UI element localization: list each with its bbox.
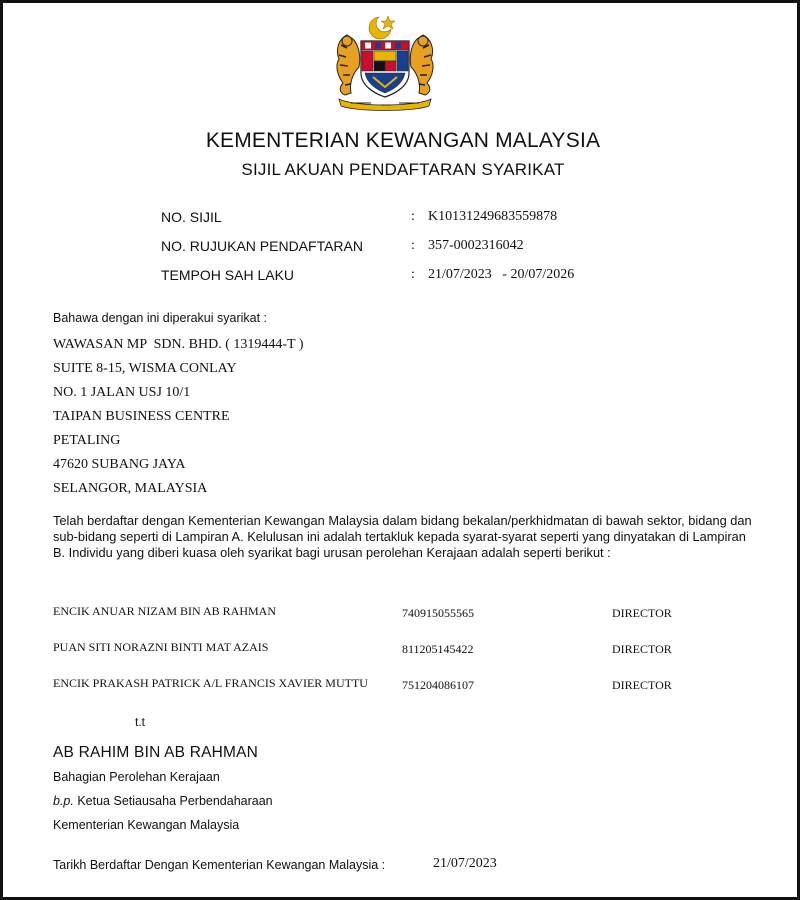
registration-date-label: Tarikh Berdaftar Dengan Kementerian Kewangan Malaysia : [53,858,386,872]
address-line: TAIPAN BUSINESS CENTRE [53,409,230,424]
info-colon: : [411,238,415,253]
info-value: K10131249683559878 [428,209,558,224]
info-colon: : [411,267,415,282]
address-line: SUITE 8-15, WISMA CONLAY [53,361,237,376]
person-role: DIRECTOR [612,678,672,692]
coat-of-arms-emblem [325,13,445,113]
info-label: NO. RUJUKAN PENDAFTARAN [161,238,363,254]
person-id-number: 811205145422 [402,642,474,656]
address-line: NO. 1 JALAN USJ 10/1 [53,385,191,400]
intro-text: Bahawa dengan ini diperakui syarikat : [53,311,268,325]
signer-division: Bahagian Perolehan Kerajaan [53,770,220,784]
info-value: 21/07/2023 - 20/07/2026 [428,267,575,282]
signer-title-line [53,794,273,808]
person-id-number: 751204086107 [402,678,474,692]
info-row-registration-ref [161,238,721,258]
signer-name: AB RAHIM BIN AB RAHMAN [53,744,259,761]
info-row-validity-period [161,267,721,287]
signer-ministry: Kementerian Kewangan Malaysia [53,818,240,832]
address-line: SELANGOR, MALAYSIA [53,481,208,496]
info-label: NO. SIJIL [161,209,222,225]
info-colon: : [411,209,415,224]
person-role: DIRECTOR [612,642,672,656]
bp-prefix: b.p. [53,794,74,808]
registration-date-value: 21/07/2023 [433,856,497,871]
person-name: ENCIK PRAKASH PATRICK A/L FRANCIS XAVIER MUTTU [53,676,368,690]
person-name: ENCIK ANUAR NIZAM BIN AB RAHMAN [53,604,277,618]
certificate-page [3,3,797,897]
address-line: 47620 SUBANG JAYA [53,457,186,472]
ministry-title: KEMENTERIAN KEWANGAN MALAYSIA [205,129,601,152]
person-id-number: 740915055565 [402,606,474,620]
person-name: PUAN SITI NORAZNI BINTI MAT AZAIS [53,640,269,654]
info-label: TEMPOH SAH LAKU [161,267,295,283]
signer-title: Ketua Setiausaha Perbendaharaan [77,794,273,808]
registration-statement: Telah berdaftar dengan Kementerian Kewangan Malaysia dalam bidang bekalan/perkhidmatan di bawah sektor, bidang dan sub-bidang seperti di Lampiran A. Kelulusan ini adalah tertakluk kepada syarat-syarat seperti yang dinyatakan di Lampiran B. Individu yang diberi kuasa oleh syarikat bagi urusan perolehan Kerajaan adalah seperti berikut : [53,513,752,560]
info-row-certificate-no [161,209,721,229]
certificate-title: SIJIL AKUAN PENDAFTARAN SYARIKAT [241,160,565,179]
info-value: 357-0002316042 [428,238,524,253]
signature-tt: t.t [135,715,146,729]
person-role: DIRECTOR [612,606,672,620]
company-name-line: WAWASAN MP SDN. BHD. ( 1319444-T ) [53,337,304,352]
address-line: PETALING [53,433,121,448]
